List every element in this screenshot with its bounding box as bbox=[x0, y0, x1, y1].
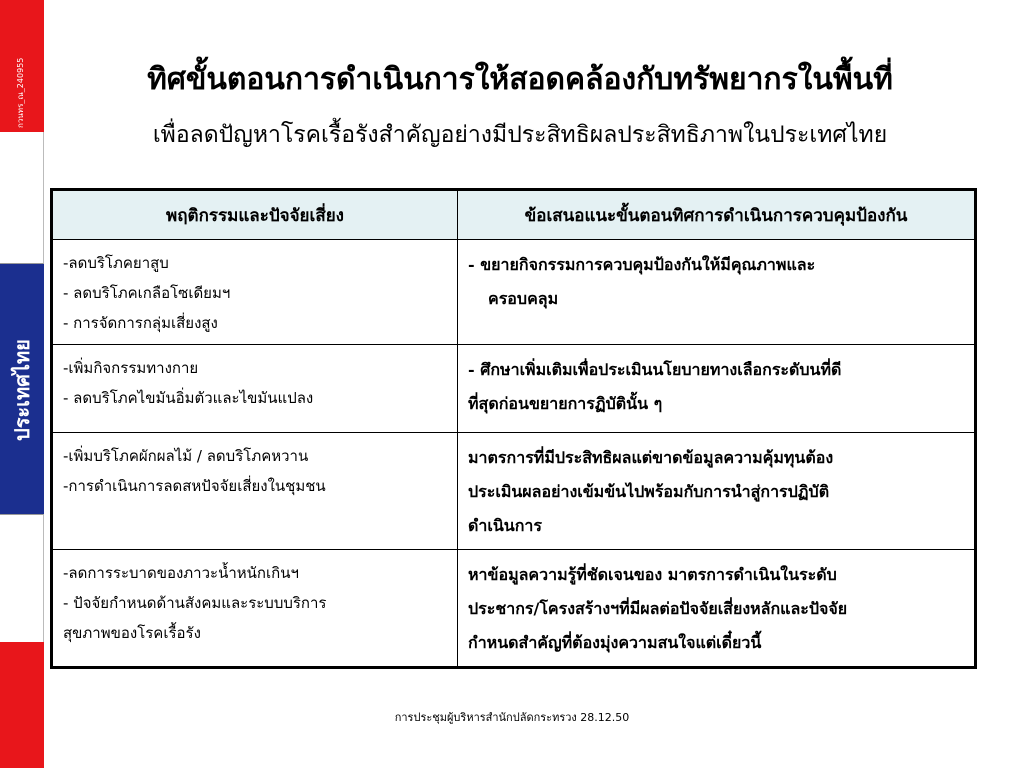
risk-item: -ลดการระบาดของภาวะน้ำหนักเกินฯ bbox=[63, 564, 299, 582]
slide-footer: การประชุมผู้บริหารสำนักปลัดกระทรวง 28.12.50 bbox=[394, 711, 630, 724]
header-recommendations: ข้อเสนอแนะขั้นตอนทิศการดำเนินการควบคุมป้องกัน bbox=[458, 190, 976, 240]
recommendation-line: ครอบคลุม bbox=[488, 289, 559, 308]
risk-item: -เพิ่มกิจกรรมทางกาย bbox=[63, 359, 199, 377]
recommendation-line: - ขยายกิจกรรมการควบคุมป้องกันให้มีคุณภาพและ bbox=[468, 255, 816, 274]
row-risk-cell bbox=[52, 345, 458, 433]
table-row bbox=[52, 550, 976, 668]
flag-white-band-bottom bbox=[0, 514, 44, 642]
strategy-table bbox=[50, 188, 977, 669]
recommendation-line: กำหนดสำคัญที่ต้องมุ่งความสนใจแต่เดี๋ยวนี้ bbox=[468, 633, 762, 652]
recommendation-line: ประชากร/โครงสร้างฯที่มีผลต่อปัจจัยเสี่ยงหลักและปัจจัย bbox=[468, 599, 848, 618]
flag-country-label: ประเทศไทย bbox=[10, 339, 34, 441]
risk-item: สุขภาพของโรคเรื้อรัง bbox=[63, 624, 201, 642]
flag-code-text: กวนทร_ณ_240955 bbox=[16, 57, 25, 128]
slide-subtitle: เพื่อลดปัญหาโรคเรื้อรังสำคัญอย่างมีประสิทธิผลประสิทธิภาพในประเทศไทย bbox=[152, 122, 888, 148]
recommendation-line: หาข้อมูลความรู้ที่ชัดเจนของ มาตรการดำเนินในระดับ bbox=[468, 565, 837, 584]
table-header-row bbox=[52, 190, 976, 240]
table-row bbox=[52, 433, 976, 550]
thai-flag-stripe bbox=[0, 0, 44, 768]
row-risk-cell bbox=[52, 550, 458, 668]
risk-item: -เพิ่มบริโภคผักผลไม้ / ลดบริโภคหวาน bbox=[63, 447, 309, 465]
recommendation-line: ประเมินผลอย่างเข้มข้นไปพร้อมกับการนำสู่การปฏิบัติ bbox=[468, 482, 830, 501]
table-row bbox=[52, 345, 976, 433]
header-risk-behaviors: พฤติกรรมและปัจจัยเสี่ยง bbox=[52, 190, 458, 240]
risk-item: -การดำเนินการลดสหปัจจัยเสี่ยงในชุมชน bbox=[63, 477, 326, 495]
risk-item: -ลดบริโภคยาสูบ bbox=[63, 254, 169, 272]
flag-white-band-top bbox=[0, 132, 44, 264]
flag-red-band-bottom bbox=[0, 642, 44, 768]
recommendation-line: มาตรการที่มีประสิทธิผลแต่ขาดข้อมูลความคุ้มทุนต้อง bbox=[468, 448, 834, 467]
risk-item: - ลดบริโภคเกลือโซเดียมฯ bbox=[63, 284, 231, 302]
row-recommendation-cell bbox=[458, 240, 976, 345]
row-risk-cell bbox=[52, 240, 458, 345]
recommendation-line: ดำเนินการ bbox=[468, 516, 542, 535]
table-row bbox=[52, 240, 976, 345]
risk-item: - ลดบริโภคไขมันอิ่มตัวและไขมันแปลง bbox=[63, 389, 314, 407]
row-recommendation-cell bbox=[458, 433, 976, 550]
risk-item: - การจัดการกลุ่มเสี่ยงสูง bbox=[63, 314, 218, 332]
row-risk-cell bbox=[52, 433, 458, 550]
row-recommendation-cell bbox=[458, 550, 976, 668]
row-recommendation-cell bbox=[458, 345, 976, 433]
recommendation-line: - ศึกษาเพิ่มเติมเพื่อประเมินนโยบายทางเลือกระดับนที่ดี bbox=[468, 360, 842, 379]
recommendation-line: ที่สุดก่อนขยายการฏิบัตินั้น ๆ bbox=[468, 394, 663, 413]
slide-title: ทิศขั้นตอนการดำเนินการให้สอดคล้องกับทรัพยากรในพื้นที่ bbox=[147, 62, 893, 97]
risk-item: - ปัจจัยกำหนดด้านสังคมและระบบบริการ bbox=[63, 594, 327, 612]
